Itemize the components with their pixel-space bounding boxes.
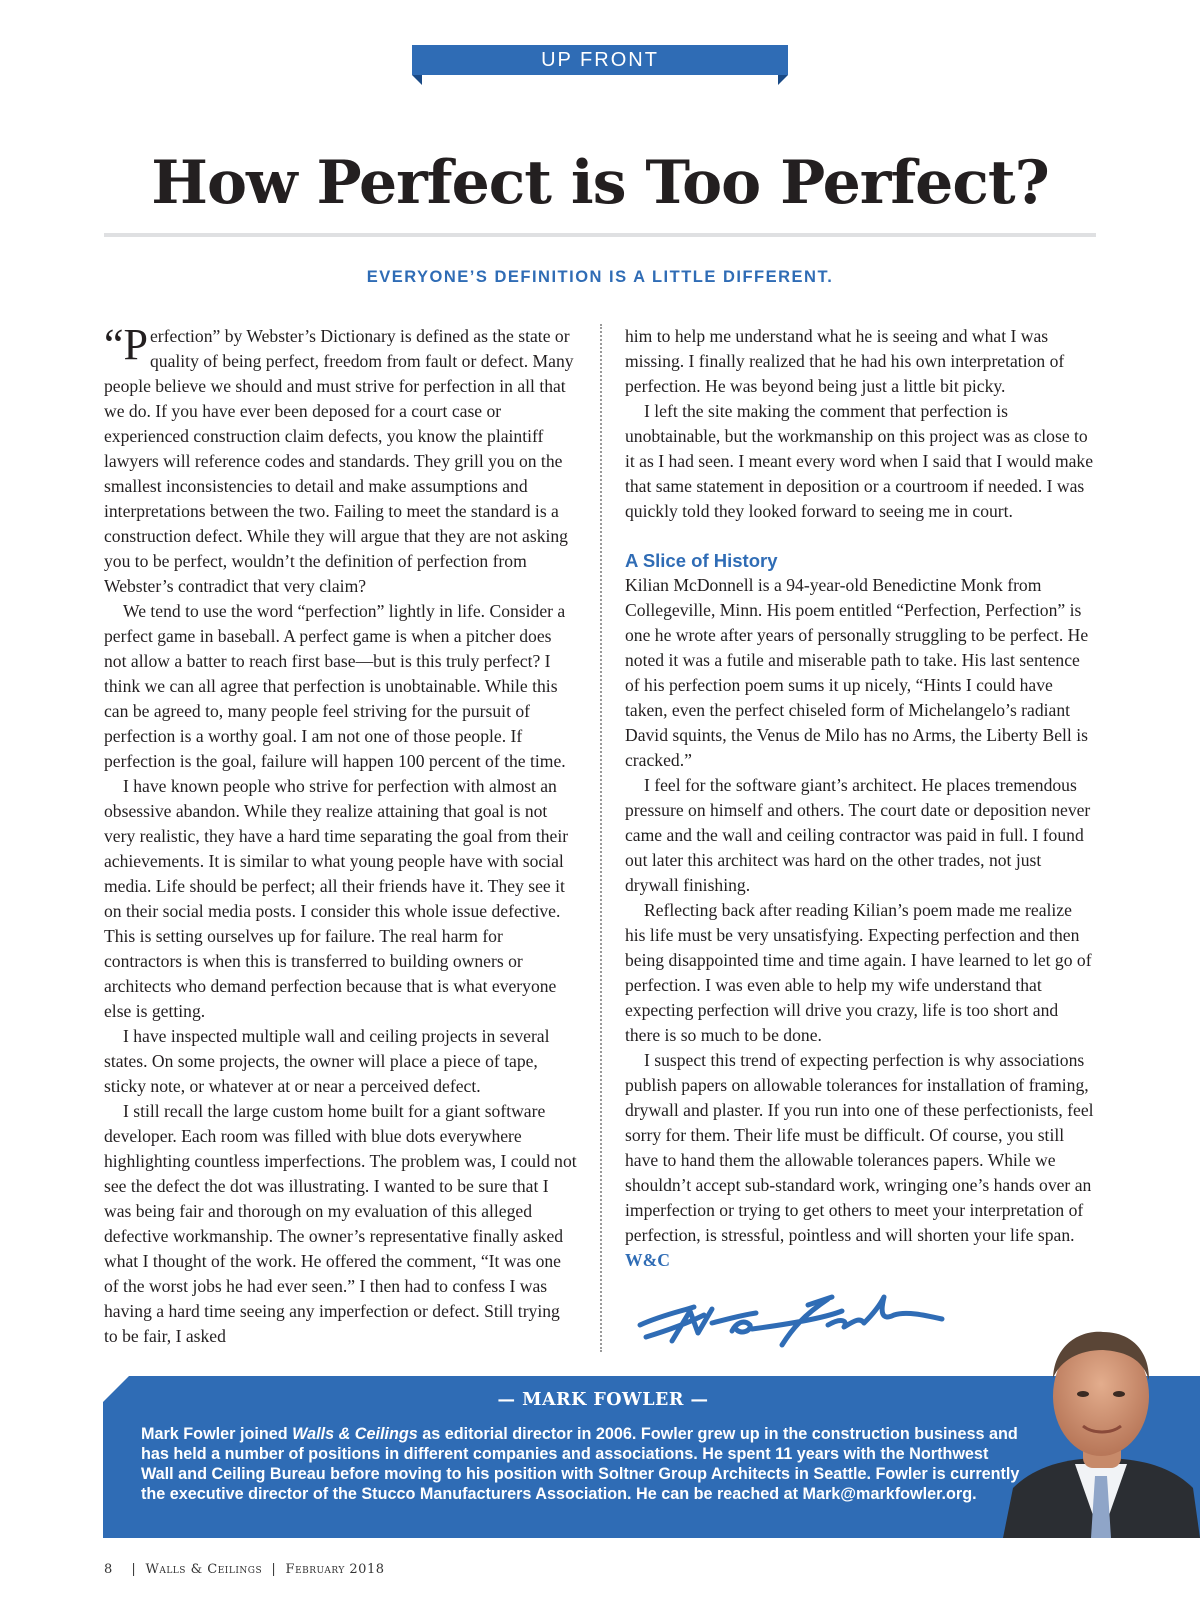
paragraph: I feel for the software giant’s architect. He places tremendous pressure on himself and others. The court date or deposition never came and the wall and ceiling contractor was paid in full. I found out later this architect was hard on the other trades, not just drywall finishing. bbox=[625, 775, 1091, 895]
paragraph: We tend to use the word “perfection” lightly in life. Consider a perfect game in baseball. A perfect game is when a pitcher does not allow a batter to reach first base—but is this truly perfect? I think we can all agree that perfection is unobtainable. While this can be agreed to, many people feel striving for the pursuit of perfection is a worthy goal. I am not one of those people. If perfection is the goal, failure will happen 100 percent of the time. bbox=[104, 601, 566, 771]
section-tab-label: UP FRONT bbox=[541, 49, 659, 71]
magazine-name: Walls & Ceilings bbox=[145, 1562, 263, 1577]
article-subtitle: EVERYONE’S DEFINITION IS A LITTLE DIFFERENT. bbox=[366, 268, 834, 286]
author-name: — MARK FOWLER — bbox=[497, 1390, 709, 1410]
article-title: How Perfect is Too Perfect? bbox=[151, 148, 1049, 218]
paragraph: I still recall the large custom home built for a giant software developer. Each room was filled with blue dots everywhere highlighting countless imperfections. The problem was, I could not see the defect the dot was illustrating. I wanted to be sure that I was being fair and thorough on my evaluation of this alleged defective workmanship. The owner’s representative finally asked what I thought of the work. He offered the comment, “It was one of the worst jobs he had ever seen.” I then had to confess I was having a hard time seeing any imperfection or defect. Still trying to be fair, I asked bbox=[104, 1101, 577, 1346]
section-heading: A Slice of History bbox=[625, 550, 778, 571]
title-rule bbox=[104, 233, 1096, 237]
footer-separator: | bbox=[131, 1562, 137, 1577]
paragraph: I suspect this trend of expecting perfection is why associations publish papers on allowable tolerances for installation of framing, drywall and plaster. If you run into one of these perfectionists, feel sorry for them. Their life must be difficult. Of course, you still have to hand them the allowable tolerances papers. While we shouldn’t accept sub-standard work, wringing one’s hands over an imperfection or trying to get others to meet your interpretation of perfection, is stressful, pointless and will shorten your life span. W&C bbox=[625, 1050, 1094, 1270]
page-number: 8 bbox=[104, 1562, 113, 1577]
column-divider bbox=[600, 324, 602, 1352]
paragraph: Kilian McDonnell is a 94-year-old Benedictine Monk from Collegeville, Minn. His poem entitled “Perfection, Perfection” is one he wrote after years of personally struggling to be perfect. He noted it was a futile and miserable path to take. His last sentence of his perfection poem sums it up nicely, “Hints I could have taken, even the perfect chiseled form of Michelangelo’s radiant David squints, the Venus de Milo has no Arms, the Liberty Bell is cracked.” bbox=[625, 575, 1089, 770]
paragraph: I have inspected multiple wall and ceiling projects in several states. On some projects, the owner will place a piece of tape, sticky note, or whatever at or near a perceived defect. bbox=[104, 1026, 550, 1096]
drop-cap: “P bbox=[104, 320, 148, 369]
paragraph: Reflecting back after reading Kilian’s poem made me realize his life must be very unsatisfying. Expecting perfection and then being disappointed time and time again. I have learned to let go of perfection. I was even able to help my wife understand that expecting perfection will drive you crazy, life is too short and there is so much to be done. bbox=[625, 900, 1092, 1045]
publication-name: Walls & Ceilings bbox=[292, 1425, 418, 1443]
paragraph: him to help me understand what he is seeing and what I was missing. I finally realized that he had his own interpretation of perfection. He was beyond being just a little bit picky. bbox=[625, 326, 1065, 396]
left-column bbox=[104, 320, 577, 1349]
right-column bbox=[625, 324, 1096, 1273]
author-bio-text: Mark Fowler joined Walls & Ceilings as editorial director in 2006. Fowler grew up in the construction business and has held a number of positions in different companies and associations. He spent 11 years with the Northwest Wall and Ceiling Bureau before moving to his position with Soltner Group Architects in Seattle. Fowler is currently the executive director of the Stucco Manufacturers Association. He can be reached at Mark@markfowler.org. bbox=[141, 1425, 1020, 1503]
footer-separator: | bbox=[271, 1562, 277, 1577]
signature-image bbox=[632, 1285, 952, 1355]
paragraph: I have known people who strive for perfection with almost an obsessive abandon. While they realize attaining that goal is not very realistic, they have a hard time separating the goal from their achievements. It is similar to what young people have with social media. Life should be perfect; all their friends have it. They see it on their social media posts. I consider this whole issue defective. This is setting ourselves up for failure. The real harm for contractors is when this is transferred to building owners or architects who demand perfection because that is what everyone else is getting. bbox=[104, 776, 569, 1021]
bio-fold-corner bbox=[103, 1376, 129, 1402]
end-mark: W&C bbox=[625, 1250, 670, 1270]
paragraph: I left the site making the comment that perfection is unobtainable, but the workmanship on this project was as close to it as I had seen. I meant every word when I said that I would make that same statement in deposition or a courtroom if needed. I was quickly told they looked forward to seeing me in court. bbox=[625, 401, 1094, 521]
author-portrait bbox=[1003, 1318, 1200, 1538]
section-tab bbox=[412, 45, 788, 75]
page-footer bbox=[104, 1562, 385, 1577]
issue-date: February 2018 bbox=[285, 1562, 385, 1577]
paragraph: “Perfection” by Webster’s Dictionary is defined as the state or quality of being perfect, freedom from fault or defect. Many people believe we should and must strive for perfection in all that we do. If you have ever been deposed for a court case or experienced construction claim defects, you know the plaintiff lawyers will reference codes and standards. They grill you on the smallest inconsistencies to detail and make assumptions and interpretations between the two. Failing to meet the standard is a construction defect. While they will argue that they are not asking you to be perfect, wouldn’t the definition of perfection from Webster’s contradict that very claim? bbox=[104, 320, 574, 596]
